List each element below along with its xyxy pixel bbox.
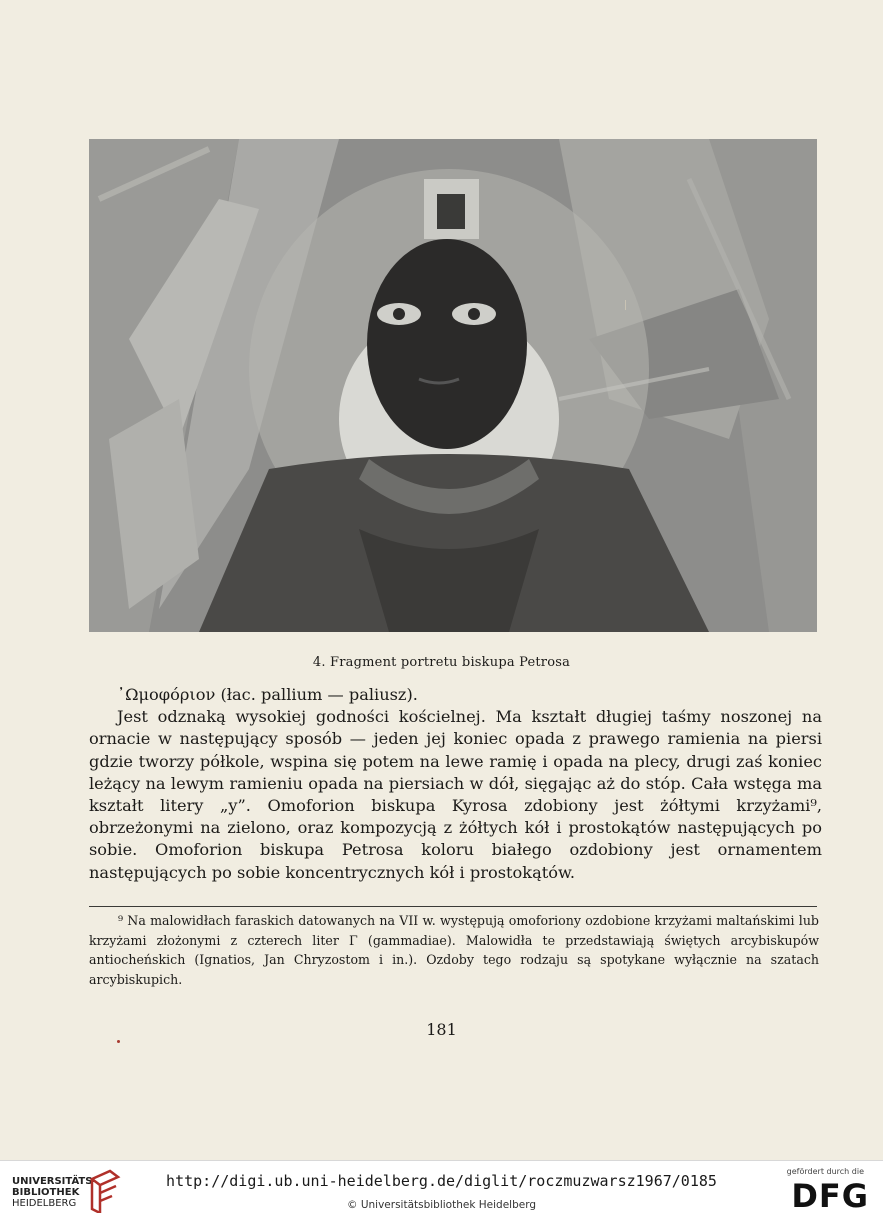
dfg-logo[interactable]: DFG: [791, 1177, 869, 1215]
main-text: [89, 684, 822, 884]
print-mark: [625, 300, 626, 310]
library-name-line: HEIDELBERG: [12, 1198, 77, 1209]
figure-caption: 4. Fragment portretu biskupa Petrosa: [312, 655, 571, 670]
footnote: [89, 911, 819, 989]
page-number: 181: [426, 1020, 457, 1039]
term-heading: ᾿Ωμοφόριον (łac. pallium — paliusz).: [117, 685, 418, 704]
bishop-portrait-image: [89, 139, 817, 632]
viewer-footer: [0, 1160, 883, 1222]
body-paragraph: Jest odznaką wysokiej godności kościelnej. Ma kształt długiej taśmy noszonej na ornacie w następujący sposób — jeden jej koniec opada z prawego ramienia na piersi gdzie tworzy półkole, wspina się potem na lewe ramię i opada na plecy, drugi zaś koniec leżący na lewym ramieniu opada na piersiach w dół, sięgając aż do stóp. Cała wstęga ma kształt litery „y”. Omoforion biskupa Kyrosa zdobiony jest żółtymi krzyżami⁹, obrzeżonymi na zielono, oraz kompozycją z żółtych kół i prostokątów następujących po sobie. Omoforion biskupa Petrosa koloru białego ozdobiony jest ornamentem następujących po sobie koncentrycznych kół i prostokątów.: [89, 707, 822, 882]
footnote-text: ⁹ Na malowidłach faraskich datowanych na VII w. występują omoforiony ozdobione krzyżami maltańskimi lub krzyżami złożonymi z czterech liter Γ (gammadiae). Malowidła te przedstawiają świętych arcybiskupów antiocheńskich (Ignatios, Jan Chryzostom i in.). Ozdoby tego rodzaju są spotykane wyłącznie na szatach arcybiskupich.: [89, 913, 819, 987]
library-name-line: UNIVERSITÄTS-: [12, 1176, 97, 1187]
print-speck: [117, 1040, 120, 1043]
funding-label: gefördert durch die: [786, 1167, 864, 1176]
library-name-line: BIBLIOTHEK: [12, 1187, 80, 1198]
copyright-notice: © Universitätsbibliothek Heidelberg: [346, 1199, 536, 1211]
permalink[interactable]: http://digi.ub.uni-heidelberg.de/diglit/roczmuzwarsz1967/0185: [166, 1172, 717, 1190]
portrait-photograph: [89, 139, 817, 632]
footnote-divider: [89, 906, 817, 907]
